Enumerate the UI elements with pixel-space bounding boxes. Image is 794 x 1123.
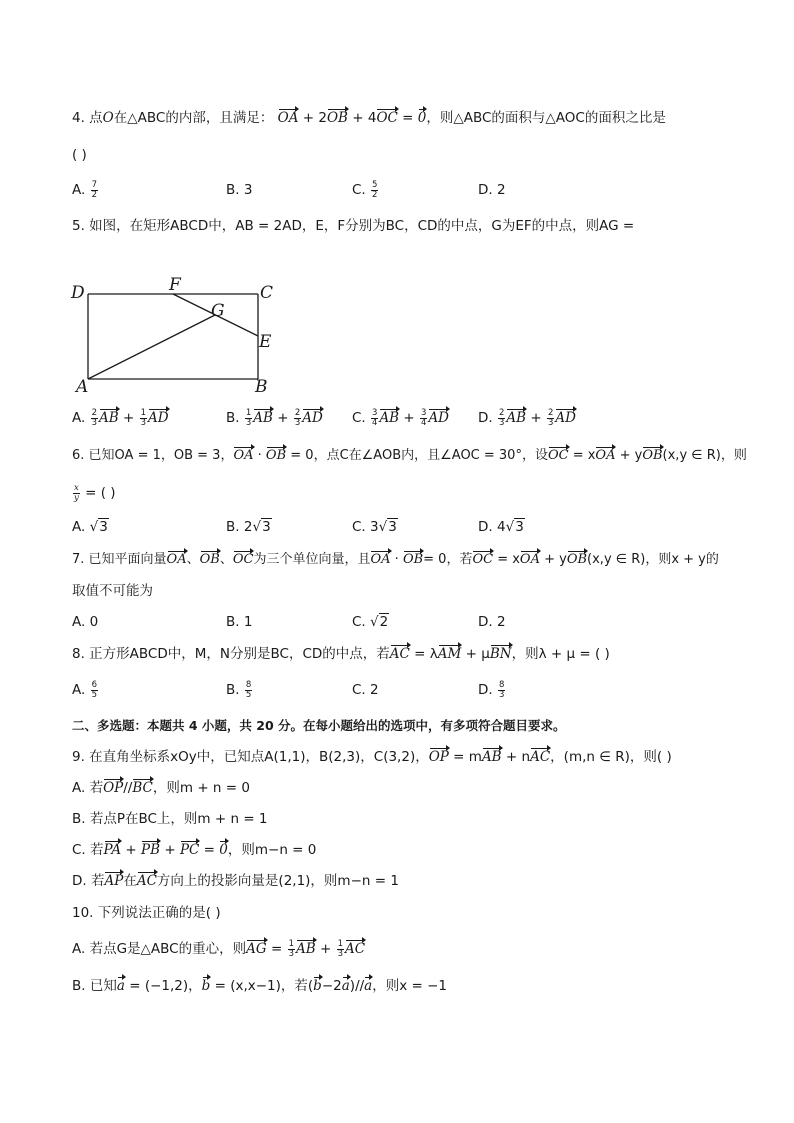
fraction: $\frac{5}{2}$: [372, 179, 378, 200]
option-label: A.: [72, 410, 86, 426]
q9-option-d[interactable]: D. 若AP在AC方向上的投影向量是(2,1)，则m−n = 1: [72, 873, 399, 889]
q4-option-b[interactable]: [226, 180, 252, 200]
fraction: $\frac{2}{3}$: [498, 407, 505, 428]
q7-option-a[interactable]: [72, 612, 98, 632]
q6-stem-line2: $\frac{x}{y}$ = ( ): [74, 482, 116, 503]
label-a: A: [76, 377, 89, 397]
option-label: A.: [72, 682, 86, 698]
fraction: $\frac{1}{3}$: [245, 407, 252, 428]
label-g: G: [211, 301, 225, 321]
option-label: D.: [478, 682, 493, 698]
label-b: B: [255, 377, 268, 397]
option-label: D.: [478, 519, 493, 535]
q4-vec-oa: OA: [277, 110, 299, 126]
q4-var-o: O: [102, 110, 114, 126]
sqrt: √2: [370, 614, 389, 630]
option-value: 1: [243, 614, 253, 630]
option-label: D.: [478, 614, 493, 630]
q4-option-a[interactable]: [72, 180, 99, 200]
vec-ad: AD: [302, 410, 323, 426]
vec-ad: AD: [428, 410, 450, 426]
vec-oc: OC: [548, 446, 569, 466]
fraction: $\frac{1}{3}$: [140, 407, 147, 428]
option-label: A.: [72, 182, 86, 198]
vec-ad: AD: [555, 410, 576, 426]
label-c: C: [260, 283, 274, 303]
q5-option-d[interactable]: D. $\frac{2}{3}$ AB + $\frac{2}{3}$ AD: [478, 407, 576, 428]
q4-vec-ob: OB: [326, 110, 348, 126]
option-label: A.: [72, 614, 86, 630]
q5-option-a[interactable]: A. $\frac{2}{3}$ AB + $\frac{1}{3}$ AD: [72, 407, 169, 428]
q6-option-a[interactable]: [72, 517, 109, 537]
option-label: A.: [72, 519, 86, 535]
vec-ab: AB: [99, 410, 119, 426]
option-label: B.: [226, 182, 240, 198]
q7-stem-line2: 取值不可能为: [72, 583, 153, 599]
q8-option-a[interactable]: [72, 680, 99, 700]
q5-stem: 5. 如图，在矩形ABCD中，AB = 2AD，E，F分别为BC，CD的中点，G为EF的中点，则AG =: [72, 218, 635, 234]
fraction: $\frac{1}{3}$: [337, 938, 343, 959]
label-f: F: [169, 276, 181, 295]
q4-stem-b: 在△ABC的内部，且满足：: [113, 110, 274, 126]
fraction: $\frac{3}{4}$: [421, 407, 427, 428]
fraction: $\frac{7}{2}$: [91, 179, 98, 200]
fraction: $\frac{8}{5}$: [245, 679, 252, 700]
fraction: $\frac{2}{3}$: [294, 407, 301, 428]
sqrt: √3: [505, 519, 524, 535]
option-label: C.: [352, 682, 366, 698]
q10-option-a[interactable]: A. 若点G是△ABC的重心，则AG = $\frac{1}{3}$ AB + $\frac{1}{3}$ AC: [72, 938, 366, 959]
q4-stem-a: 4. 点: [72, 110, 103, 126]
option-label: B.: [226, 614, 240, 630]
label-d: D: [71, 283, 85, 303]
fraction: $\frac{8}{3}$: [498, 679, 505, 700]
label-e: E: [259, 332, 272, 352]
q7-option-d[interactable]: [478, 612, 506, 632]
sqrt: √3: [89, 519, 108, 535]
q4-vec-oc: OC: [376, 110, 398, 126]
q4-option-c[interactable]: [352, 180, 379, 200]
fraction-x-over-y: $\frac{x}{y}$: [74, 482, 79, 503]
option-label: C.: [352, 410, 366, 426]
q10-option-b[interactable]: B. 已知a = (−1,2)，b = (x,x−1)，若(b−2a)//a，则x = −1: [72, 978, 448, 994]
q5-option-c[interactable]: C. $\frac{3}{4}$ AB + $\frac{3}{4}$ AD: [352, 407, 450, 428]
vec-ab: AB: [253, 410, 273, 426]
option-label: B.: [226, 410, 240, 426]
option-label: C.: [352, 182, 366, 198]
option-label: D.: [478, 182, 493, 198]
q5-option-b[interactable]: B. $\frac{1}{3}$ AB + $\frac{2}{3}$ AD: [226, 407, 323, 428]
q8-option-b[interactable]: [226, 680, 253, 700]
option-label: C.: [352, 614, 366, 630]
option-value: 2: [496, 182, 506, 198]
fraction: $\frac{2}{3}$: [91, 407, 98, 428]
vec-ab: AB: [379, 410, 400, 426]
option-label: B.: [226, 682, 240, 698]
q6-option-c[interactable]: C. 3√3: [352, 519, 397, 535]
vec-ad: AD: [148, 410, 169, 426]
q4-coef-2: + 2: [302, 110, 327, 126]
q7-option-b[interactable]: [226, 612, 252, 632]
q6-stem: 6. 已知OA = 1，OB = 3，OA · OB = 0，点C在∠AOB内，且∠AOC = 30°，设OC = xOA + yOB(x,y ∈ R)，则: [72, 446, 747, 466]
q5-rectangle-figure: [70, 276, 290, 398]
q7-stem: 7. 已知平面向量OA、OB、OC为三个单位向量，且OA · OB= 0，若OC = xOA + yOB(x,y ∈ R)，则x + y的: [72, 550, 719, 570]
fraction: $\frac{2}{3}$: [547, 407, 554, 428]
q4-equals: =: [402, 110, 414, 126]
q4-answer-paren: ( ): [72, 147, 87, 163]
q9-option-b[interactable]: B. 若点P在BC上，则m + n = 1: [72, 811, 268, 827]
q7-option-c[interactable]: [352, 612, 389, 632]
section-heading-multiple-choice: 二、多选题：本题共 4 小题，共 20 分。在每小题给出的选项中，有多项符合题目要求。: [72, 718, 566, 733]
fraction: $\frac{3}{4}$: [372, 407, 378, 428]
option-value: 0: [89, 614, 99, 630]
q4-option-d[interactable]: [478, 180, 506, 200]
sqrt: √3: [378, 519, 397, 535]
q8-option-d[interactable]: [478, 680, 506, 700]
option-label: C.: [352, 519, 366, 535]
vec-oa: OA: [595, 446, 615, 466]
fraction: $\frac{6}{5}$: [91, 679, 98, 700]
q9-option-a[interactable]: A. 若OP//BC，则m + n = 0: [72, 780, 250, 796]
vec-ob: OB: [642, 446, 662, 466]
option-value: 2: [370, 682, 379, 698]
option-value: 2: [496, 614, 506, 630]
q8-stem: 8. 正方形ABCD中，M，N分别是BC，CD的中点，若AC = λAM + μBN，则λ + μ = ( ): [72, 646, 610, 662]
q6-option-d[interactable]: D. 4√3: [478, 519, 524, 535]
q10-stem: 10. 下列说法正确的是( ): [72, 905, 221, 921]
q4-stem: [72, 108, 666, 128]
option-label: D.: [478, 410, 493, 426]
vec-oa: OA: [233, 446, 253, 466]
q8-option-c[interactable]: [352, 680, 379, 700]
q6-option-b[interactable]: B. 2√3: [226, 519, 271, 535]
fraction: $\frac{1}{3}$: [288, 938, 294, 959]
option-label: B.: [226, 519, 240, 535]
q9-stem: 9. 在直角坐标系xOy中，已知点A(1,1)，B(2,3)，C(3,2)，OP = mAB + nAC，(m,n ∈ R)，则( ): [72, 749, 672, 765]
option-value: 3: [243, 182, 253, 198]
q9-option-c[interactable]: C. 若PA + PB + PC = 0，则m−n = 0: [72, 842, 317, 858]
sqrt: √3: [252, 519, 271, 535]
q4-zero-vector: 0: [417, 110, 427, 126]
q4-coef-4: + 4: [352, 110, 377, 126]
vec-ab: AB: [506, 410, 527, 426]
q4-stem-c: ，则△ABC的面积与△AOC的面积之比是: [426, 110, 666, 126]
vec-ob: OB: [266, 446, 286, 466]
